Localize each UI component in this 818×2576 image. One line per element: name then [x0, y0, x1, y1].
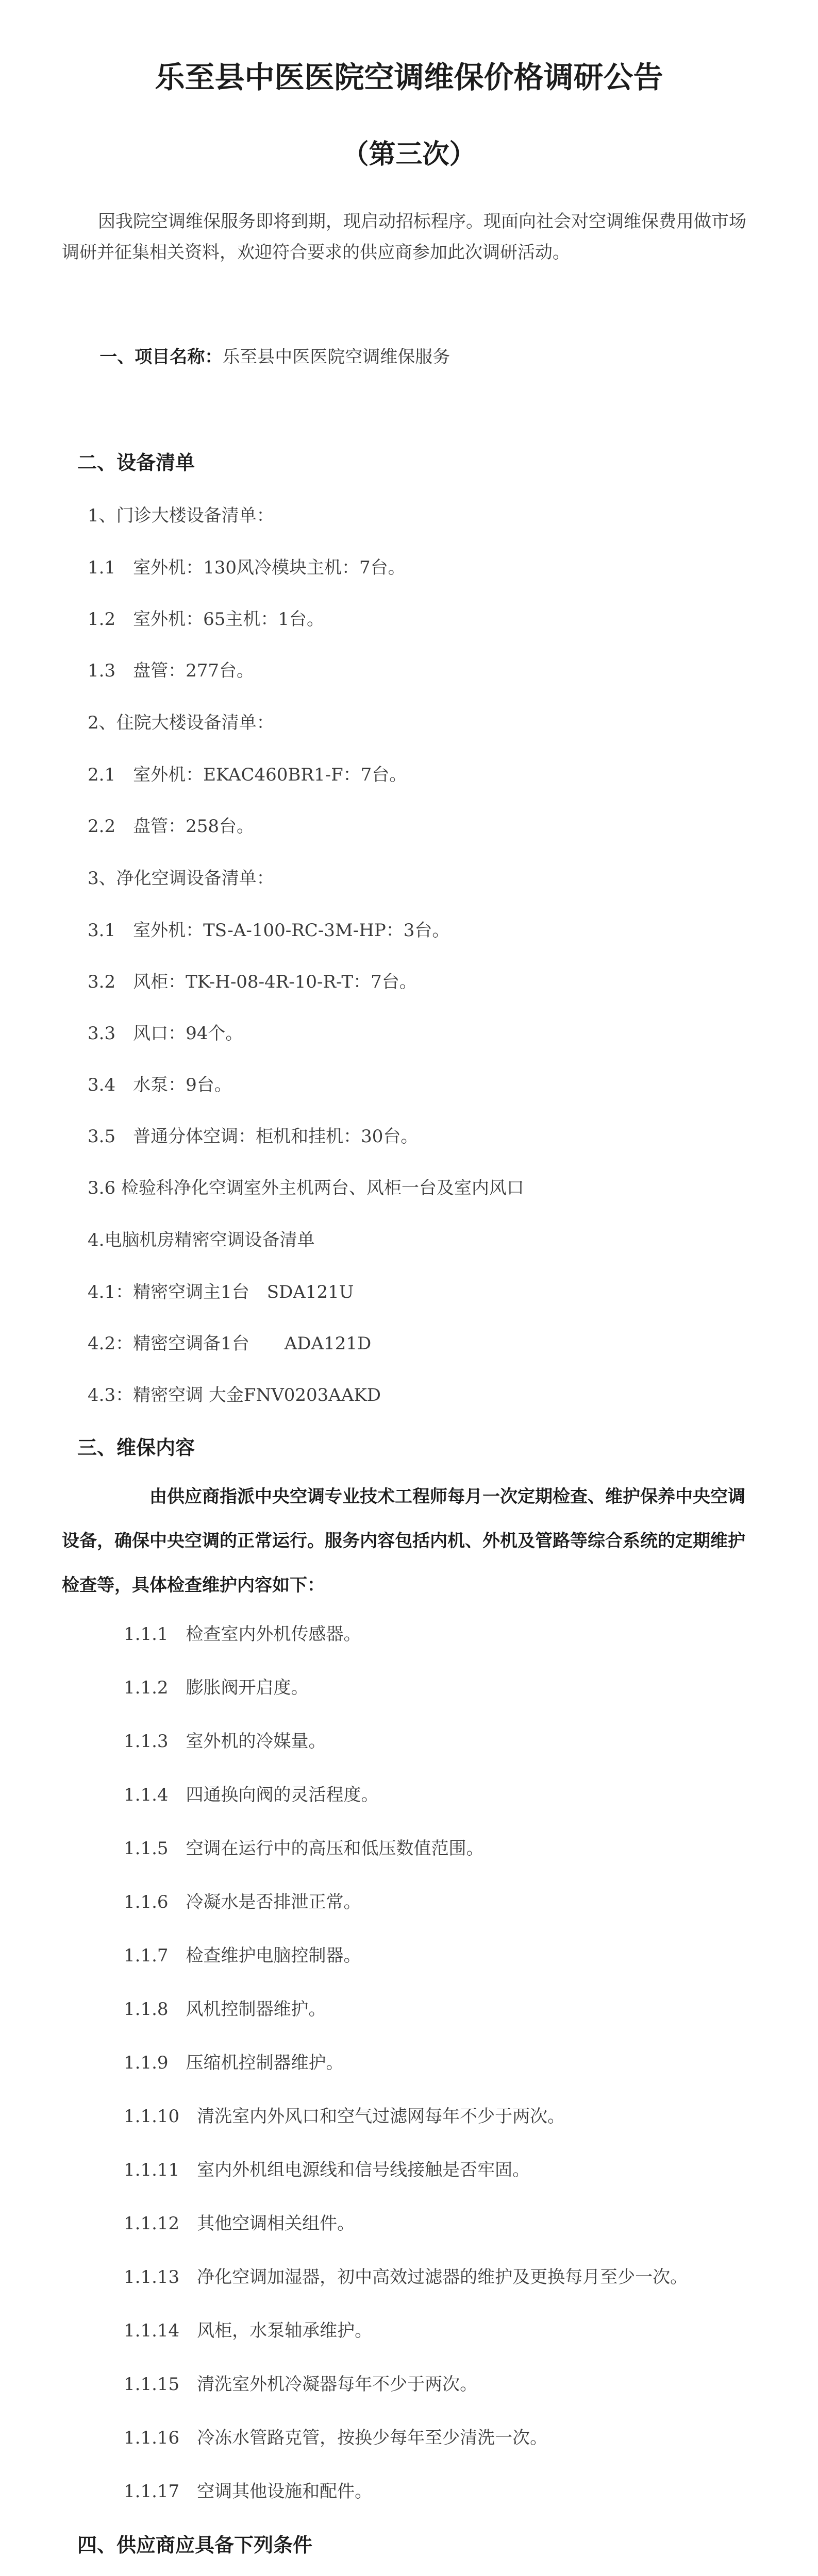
list-item: 1.1.8 风机控制器维护。 [124, 1999, 326, 2020]
list-group [62, 1266, 756, 1421]
list-item: 4.2：精密空调备1台 ADA121D [88, 1333, 372, 1354]
list-group [62, 905, 756, 1214]
subsection-heading: 2、住院大楼设备清单： [88, 713, 274, 733]
project-line [77, 278, 756, 436]
intro-paragraph: 因我院空调维保服务即将到期，现启动招标程序。现面向社会对空调维保费用做市场调研并征集相关资料，欢迎符合要求的供应商参加此次调研活动。 [62, 211, 746, 263]
list-item: 4.3：精密空调 大金FNV0203AAKD [88, 1385, 381, 1405]
list-item: 1.3 盘管：277台。 [88, 660, 254, 681]
list-item: 1.1.10 清洗室内外风口和空气过滤网每年不少于两次。 [124, 2106, 565, 2127]
subsection-heading: 4.电脑机房精密空调设备清单 [88, 1230, 315, 1250]
page-title: 乐至县中医医院空调维保价格调研公告 [155, 60, 663, 95]
list-item: 1.1.7 检查维护电脑控制器。 [124, 1945, 361, 1966]
list-group [62, 2572, 756, 2576]
list-item: 1.1.9 压缩机控制器维护。 [124, 2053, 344, 2073]
list-item: 1.1.1 检查室内外机传感器。 [124, 1624, 361, 1645]
project-label: 一、项目名称： [99, 347, 223, 367]
list-item: 3.3 风口：94个。 [88, 1023, 243, 1044]
subsection-heading: 3、净化空调设备清单： [88, 868, 274, 889]
page-subtitle: （第三次） [342, 139, 476, 170]
list-group [62, 749, 756, 852]
list-item: 1.1.13 净化空调加湿器，初中高效过滤器的维护及更换每月至少一次。 [124, 2267, 688, 2287]
list-item: 3.2 风柜：TK-H-08-4R-10-R-T：7台。 [88, 972, 417, 992]
list-item: 1.1.5 空调在运行中的高压和低压数值范围。 [124, 1838, 484, 1859]
list-item: 1.1.12 其他空调相关组件。 [124, 2213, 355, 2234]
list-item: 2.1 室外机：EKAC460BR1-F：7台。 [88, 765, 407, 785]
list-item: 1.1.6 冷凝水是否排泄正常。 [124, 1892, 361, 1912]
list-item: 1.1.2 膨胀阀开启度。 [124, 1677, 309, 1698]
section-2-heading: 二、设备清单 [77, 451, 195, 474]
list-item: 1.1.3 室外机的冷媒量。 [124, 1731, 326, 1752]
list-group [62, 542, 756, 697]
list-group [62, 1607, 756, 2518]
list-item: 3.1 室外机：TS-A-100-RC-3M-HP：3台。 [88, 920, 450, 941]
list-item [62, 2572, 756, 2576]
list-item: 1.1.14 风柜，水泵轴承维护。 [124, 2320, 373, 2341]
list-item: 1.1.11 室内外机组电源线和信号线接触是否牢固。 [124, 2160, 530, 2180]
list-item: 1.1.4 四通换向阀的灵活程度。 [124, 1785, 379, 1805]
section-3-intro: 由供应商指派中央空调专业技术工程师每月一次定期检查、维护保养中央空调设备，确保中央空调的正常运行。服务内容包括内机、外机及管路等综合系统的定期维护检查等，具体检查维护内容如下： [62, 1486, 745, 1596]
list-item: 1.1.17 空调其他设施和配件。 [124, 2481, 373, 2502]
list-item: 1.1.16 冷冻水管路克管，按换少每年至少清洗一次。 [124, 2428, 548, 2448]
section-4-heading: 四、供应商应具备下列条件 [77, 2534, 313, 2556]
section-3-heading: 三、维保内容 [77, 1436, 195, 1459]
subsection-heading: 1、门诊大楼设备清单： [88, 505, 274, 526]
project-value: 乐至县中医医院空调维保服务 [222, 347, 450, 367]
list-item: 3.4 水泵：9台。 [88, 1075, 232, 1095]
list-item: 1.1.15 清洗室外机冷凝器每年不少于两次。 [124, 2374, 478, 2395]
list-item: 3.6 检验科净化空调室外主机两台、风柜一台及室内风口 [88, 1178, 524, 1198]
list-item: 1.1 室外机：130风冷模块主机：7台。 [88, 557, 406, 578]
list-item: 1.2 室外机：65主机：1台。 [88, 609, 324, 630]
list-item: 3.5 普通分体空调：柜机和挂机：30台。 [88, 1126, 419, 1147]
list-item: 2.2 盘管：258台。 [88, 816, 254, 837]
list-item: 4.1：精密空调主1台 SDA121U [88, 1282, 354, 1302]
